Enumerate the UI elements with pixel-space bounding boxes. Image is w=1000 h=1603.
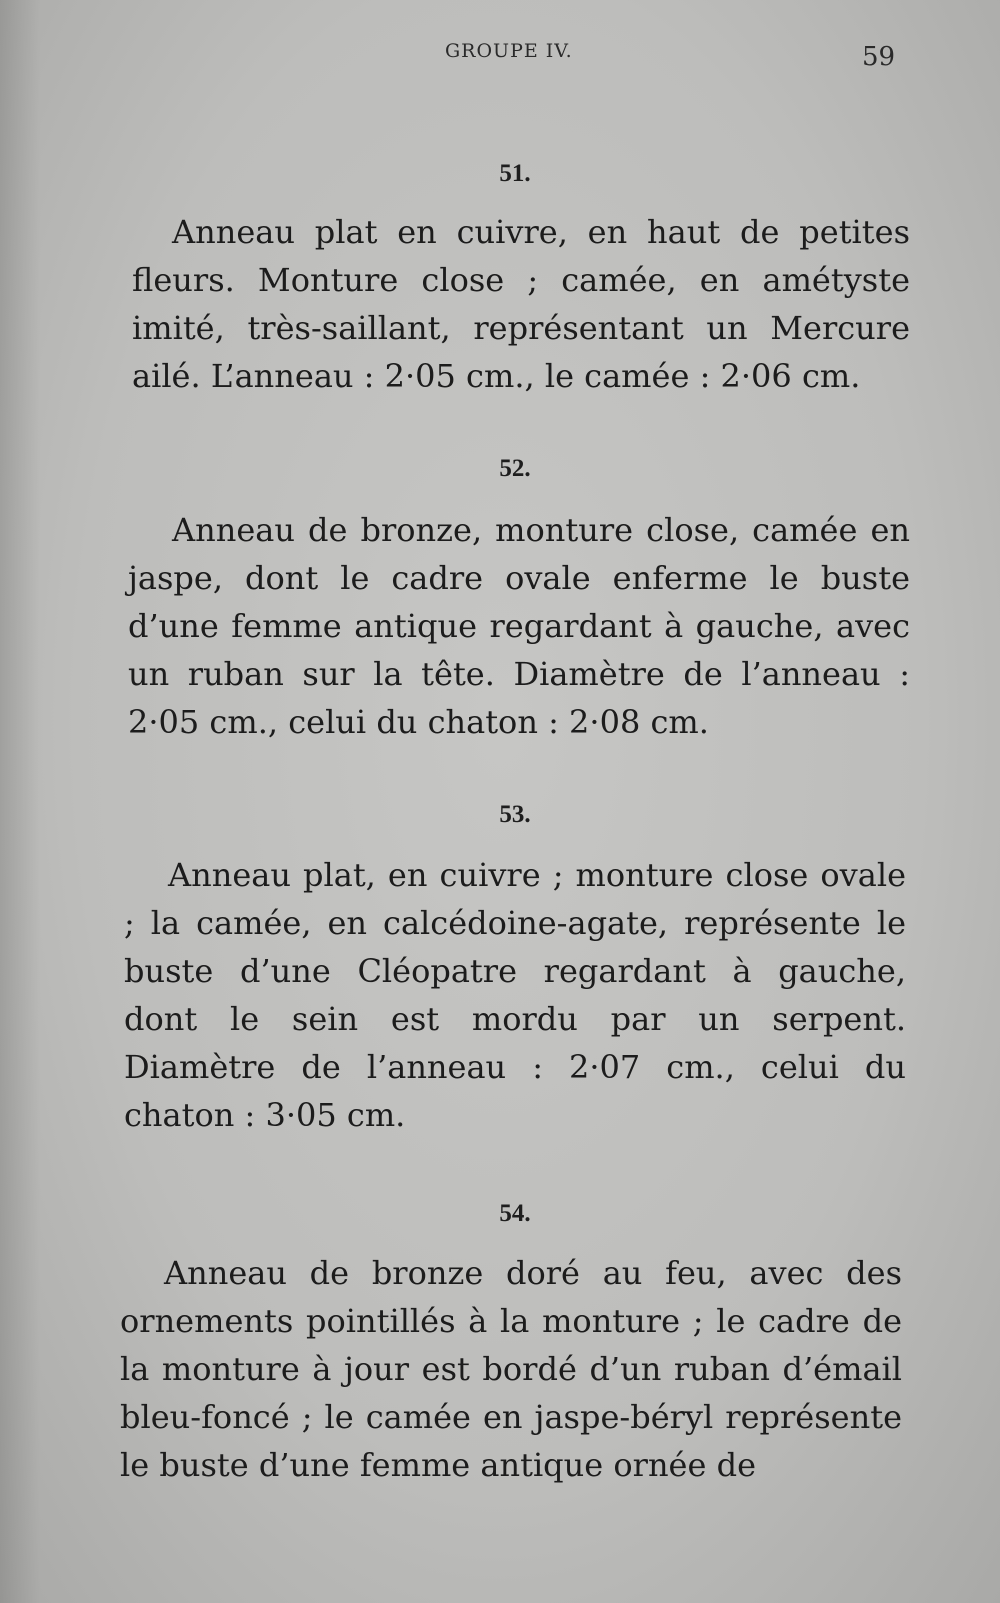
entry-number-54: 54. [499,1200,531,1227]
entry-number-52: 52. [499,455,531,482]
entry-text-54: Anneau de bronze doré au feu, avec des ornements pointillés à la monture ; le cadre de la monture à jour est bordé d’un ruban d’émail bleu-foncé ; le camée en jaspe-béryl représente le buste d’une femme antique ornée de [120,1254,902,1484]
running-head: GROUPE IV. [445,40,573,62]
page-number: 59 [862,42,896,72]
entry-text-53: Anneau plat, en cuivre ; monture close ovale ; la camée, en calcédoine-agate, représente le buste d’une Cléopatre regardant à gauche, dont le sein est mordu par un serpent. Diamètre de l’anneau : 2·07 cm., celui du chaton : 3·05 cm. [124,856,906,1134]
entry-text-51: Anneau plat en cuivre, en haut de petites fleurs. Monture close ; camée, en amétyste imité, très-saillant, représentant un Mercure ailé. L’anneau : 2·05 cm., le camée : 2·06 cm. [132,213,910,395]
entry-number-51: 51. [499,160,531,187]
entry-text-52: Anneau de bronze, monture close, camée en jaspe, dont le cadre ovale enferme le buste d’une femme antique regardant à gauche, avec un ruban sur la tête. Diamètre de l’anneau : 2·05 cm., celui du chaton : 2·08 cm. [128,511,910,741]
entry-number-53: 53. [499,801,531,828]
